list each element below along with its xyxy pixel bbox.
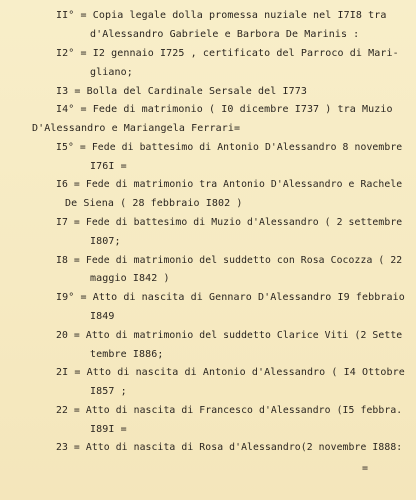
entry-17-line-1: I7 = Fede di battesimo di Muzio d'Alessandro ( 2 settembre [56,217,403,228]
entry-16-line-2: De Siena ( 28 febbraio I802 ) [65,198,243,209]
entry-16-line-1: I6 = Fede di matrimonio tra Antonio D'Alessandro e Rachele [56,179,403,190]
entry-19-line-2: I849 [90,311,115,322]
entry-12-line-1: I2° = I2 gennaio I725 , certificato del Parroco di Mari- [56,48,399,59]
entry-20-line-1: 20 = Atto di matrimonio del suddetto Clarice Viti (2 Sette [56,330,403,341]
entry-12-line-2: gliano; [90,67,133,78]
entry-18-line-1: I8 = Fede di matrimonio del suddetto con Rosa Cocozza ( 22 [56,255,403,266]
entry-23-line-1: 23 = Atto di nascita di Rosa d'Alessandro(2 novembre I888: [56,442,403,453]
entry-22-line-1: 22 = Atto di nascita di Francesco d'Alessandro (I5 febbra. [56,405,403,416]
footer-mark: = [362,463,369,474]
entry-22-line-2: I89I = [90,424,127,435]
entry-14-line-2: D'Alessandro e Mariangela Ferrari= [32,123,241,134]
entry-11-line-1: II° = Copia legale dolla promessa nuziale nel I7I8 tra [56,10,387,21]
entry-14-line-1: I4° = Fede di matrimonio ( I0 dicembre I737 ) tra Muzio [56,104,393,115]
entry-21-line-2: I857 ; [90,386,127,397]
entry-19-line-1: I9° = Atto di nascita di Gennaro D'Alessandro I9 febbraio [56,292,405,303]
entry-13-line-1: I3 = Bolla del Cardinale Sersale del I773 [56,86,307,97]
entry-15-line-1: I5° = Fede di battesimo di Antonio D'Alessandro 8 novembre [56,142,403,153]
entry-18-line-2: maggio I842 ) [90,273,170,284]
entry-15-line-2: I76I = [90,161,127,172]
entry-20-line-2: tembre I886; [90,349,164,360]
entry-11-line-2: d'Alessandro Gabriele e Barbora De Marinis : [90,29,360,40]
entry-17-line-2: I807; [90,236,121,247]
entry-21-line-1: 2I = Atto di nascita di Antonio d'Alessandro ( I4 Ottobre [56,367,405,378]
